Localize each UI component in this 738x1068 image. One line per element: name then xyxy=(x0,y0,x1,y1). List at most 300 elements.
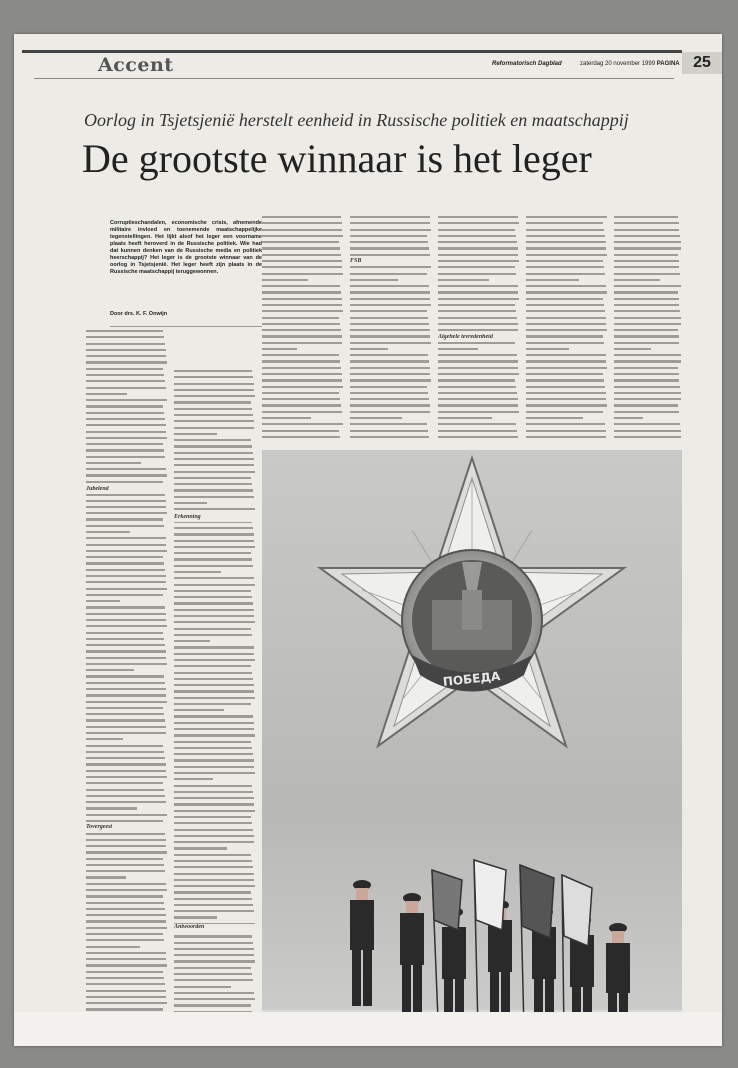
text-line xyxy=(174,433,217,435)
text-line xyxy=(614,279,660,281)
text-line xyxy=(438,260,519,262)
text-line xyxy=(438,254,518,256)
text-line xyxy=(174,483,252,485)
text-line xyxy=(262,411,342,413)
text-line xyxy=(174,615,254,617)
photo-soldiers-victory-star xyxy=(262,450,682,1046)
text-line xyxy=(86,833,165,835)
text-line xyxy=(174,803,254,805)
text-line xyxy=(86,531,130,533)
text-line xyxy=(86,343,165,345)
text-line xyxy=(174,414,253,416)
text-line xyxy=(262,335,342,337)
text-line xyxy=(262,266,342,268)
text-line xyxy=(350,298,430,300)
text-line xyxy=(526,260,603,262)
text-line xyxy=(174,866,253,868)
paper-name: Reformatorisch Dagblad xyxy=(492,61,562,67)
text-line xyxy=(86,644,165,646)
text-line xyxy=(174,816,251,818)
text-line xyxy=(438,411,519,413)
text-line xyxy=(86,770,166,772)
text-line xyxy=(86,757,165,759)
text-line xyxy=(174,684,254,686)
text-line xyxy=(86,387,166,389)
text-line xyxy=(438,360,518,362)
text-line xyxy=(350,417,402,419)
text-line xyxy=(174,829,253,831)
text-line xyxy=(86,638,164,640)
text-line xyxy=(174,659,255,661)
text-line xyxy=(614,411,679,413)
text-line xyxy=(86,839,166,841)
text-line xyxy=(614,329,678,331)
text-line xyxy=(614,291,678,293)
text-line xyxy=(526,329,607,331)
text-line xyxy=(526,423,605,425)
text-line xyxy=(350,273,427,275)
section-rule xyxy=(34,78,674,79)
text-line xyxy=(262,317,339,319)
text-line xyxy=(174,634,252,636)
text-line xyxy=(174,690,254,692)
text-line xyxy=(614,404,678,406)
page-number: 25 xyxy=(682,52,722,74)
text-line xyxy=(262,241,339,243)
text-line xyxy=(438,354,517,356)
text-line xyxy=(86,663,167,665)
text-line xyxy=(86,851,167,853)
text-line xyxy=(174,602,253,604)
text-line xyxy=(526,417,583,419)
text-line xyxy=(262,417,311,419)
text-line xyxy=(86,908,165,910)
text-line xyxy=(174,879,254,881)
text-line xyxy=(350,423,427,425)
article-column-4 xyxy=(350,216,432,446)
text-line xyxy=(174,992,254,994)
text-line xyxy=(174,496,254,498)
text-line xyxy=(86,462,141,464)
text-line xyxy=(86,820,163,822)
text-line xyxy=(86,374,164,376)
text-line xyxy=(350,367,430,369)
text-line xyxy=(174,540,254,542)
text-line xyxy=(174,508,255,510)
text-line xyxy=(174,715,253,717)
text-line xyxy=(438,235,516,237)
text-line xyxy=(86,675,164,677)
text-line xyxy=(86,1008,163,1010)
text-line xyxy=(86,876,126,878)
text-line xyxy=(174,753,253,755)
text-line xyxy=(614,386,680,388)
section-title: Accent xyxy=(98,54,174,76)
text-line xyxy=(86,424,166,426)
text-line xyxy=(262,323,340,325)
text-line xyxy=(86,437,167,439)
text-line xyxy=(86,518,163,520)
text-line xyxy=(174,370,252,372)
text-line xyxy=(262,285,340,287)
text-line xyxy=(86,952,166,954)
subhead-erkenning: Erkenning xyxy=(174,514,256,522)
text-line xyxy=(174,590,251,592)
text-line xyxy=(86,632,163,634)
text-line xyxy=(614,379,679,381)
text-line xyxy=(86,650,166,652)
text-line xyxy=(174,471,255,473)
text-line xyxy=(174,942,253,944)
text-line xyxy=(262,260,342,262)
text-line xyxy=(526,360,606,362)
text-line xyxy=(526,279,579,281)
text-line xyxy=(174,847,227,849)
text-line xyxy=(438,304,515,306)
text-line xyxy=(86,588,167,590)
subhead-jubelend: Jubelend xyxy=(86,486,168,494)
article-column-7 xyxy=(614,216,682,446)
text-line xyxy=(614,241,681,243)
text-line xyxy=(174,998,255,1000)
text-line xyxy=(86,581,166,583)
text-line xyxy=(614,335,679,337)
text-line xyxy=(86,1002,167,1004)
text-line xyxy=(438,285,518,287)
text-line xyxy=(350,360,429,362)
text-line xyxy=(526,273,605,275)
text-line xyxy=(174,728,254,730)
text-line xyxy=(438,404,518,406)
text-line xyxy=(174,954,254,956)
text-line xyxy=(174,420,254,422)
text-line xyxy=(262,430,339,432)
text-line xyxy=(174,502,207,504)
text-line xyxy=(526,266,604,268)
text-line xyxy=(86,707,163,709)
text-line xyxy=(262,436,340,438)
text-line xyxy=(174,747,252,749)
text-line xyxy=(174,904,253,906)
text-line xyxy=(350,241,428,243)
text-line xyxy=(350,222,430,224)
text-line xyxy=(174,383,254,385)
text-line xyxy=(86,405,163,407)
text-line xyxy=(86,870,165,872)
text-line xyxy=(174,427,254,429)
text-line xyxy=(262,235,343,237)
text-line xyxy=(614,398,681,400)
text-line xyxy=(86,569,165,571)
text-line xyxy=(174,766,254,768)
text-line xyxy=(614,247,681,249)
text-line xyxy=(86,613,166,615)
text-line xyxy=(86,977,164,979)
text-line xyxy=(86,920,166,922)
text-line xyxy=(614,323,681,325)
text-line xyxy=(438,386,516,388)
article-column-3 xyxy=(262,216,344,446)
text-line xyxy=(86,412,164,414)
text-line xyxy=(174,822,252,824)
newspaper-page xyxy=(14,34,722,1046)
text-line xyxy=(526,323,606,325)
text-line xyxy=(438,279,489,281)
text-line xyxy=(174,910,254,912)
text-line xyxy=(526,379,604,381)
text-line xyxy=(174,885,255,887)
text-line xyxy=(174,948,254,950)
text-line xyxy=(86,594,163,596)
text-line xyxy=(438,298,519,300)
text-line xyxy=(174,439,251,441)
text-line xyxy=(262,348,297,350)
text-line xyxy=(526,285,606,287)
text-line xyxy=(86,864,164,866)
text-line xyxy=(86,807,137,809)
text-line xyxy=(174,785,252,787)
byline-rule xyxy=(110,326,262,327)
text-line xyxy=(86,883,166,885)
text-line xyxy=(526,216,607,218)
text-line xyxy=(262,329,341,331)
text-line xyxy=(350,354,428,356)
text-line xyxy=(86,562,164,564)
text-line xyxy=(174,703,251,705)
text-line xyxy=(614,310,680,312)
text-line xyxy=(174,653,254,655)
text-line xyxy=(86,380,165,382)
text-line xyxy=(262,354,339,356)
text-line xyxy=(262,379,342,381)
text-line xyxy=(614,216,678,218)
text-line xyxy=(526,291,607,293)
text-line xyxy=(438,222,519,224)
text-line xyxy=(438,430,517,432)
text-line xyxy=(86,368,163,370)
text-line xyxy=(350,398,429,400)
text-line xyxy=(174,854,251,856)
text-line xyxy=(526,398,606,400)
article-column-1 xyxy=(86,330,168,1046)
text-line xyxy=(174,967,251,969)
text-line xyxy=(86,845,166,847)
text-line xyxy=(438,348,478,350)
text-line xyxy=(174,584,255,586)
text-line xyxy=(526,430,606,432)
text-line xyxy=(174,565,253,567)
text-line xyxy=(86,468,166,470)
text-line xyxy=(350,291,430,293)
text-line xyxy=(174,672,252,674)
text-line xyxy=(86,776,167,778)
text-line xyxy=(174,527,253,529)
text-line xyxy=(438,367,518,369)
text-line xyxy=(174,621,255,623)
text-line xyxy=(86,544,166,546)
text-line xyxy=(350,317,428,319)
text-line xyxy=(86,393,127,395)
text-line xyxy=(174,810,255,812)
text-line xyxy=(86,474,167,476)
text-line xyxy=(86,361,167,363)
text-line xyxy=(350,436,429,438)
text-line xyxy=(86,606,165,608)
text-line xyxy=(614,266,679,268)
text-line xyxy=(262,216,341,218)
text-line xyxy=(526,342,604,344)
text-line xyxy=(86,964,167,966)
text-line xyxy=(350,247,429,249)
text-line xyxy=(86,694,166,696)
text-line xyxy=(438,241,517,243)
text-line xyxy=(174,791,253,793)
text-line xyxy=(86,902,164,904)
text-line xyxy=(86,939,164,941)
text-line xyxy=(438,247,518,249)
text-line xyxy=(174,464,254,466)
text-line xyxy=(526,254,607,256)
text-line xyxy=(526,367,607,369)
text-line xyxy=(86,349,166,351)
text-line xyxy=(614,348,651,350)
text-line xyxy=(174,960,255,962)
page-label: PAGINA xyxy=(656,61,680,67)
text-line xyxy=(614,260,679,262)
text-line xyxy=(174,722,254,724)
text-line xyxy=(526,335,603,337)
text-line xyxy=(174,646,254,648)
text-line xyxy=(350,430,428,432)
text-line xyxy=(174,546,255,548)
text-line xyxy=(262,279,308,281)
text-line xyxy=(614,367,678,369)
text-line xyxy=(614,235,680,237)
text-line xyxy=(526,354,606,356)
text-line xyxy=(438,273,516,275)
text-line xyxy=(262,304,342,306)
text-line xyxy=(174,873,254,875)
text-line xyxy=(174,979,253,981)
text-line xyxy=(86,506,166,508)
text-line xyxy=(614,360,681,362)
text-line xyxy=(350,373,430,375)
text-line xyxy=(86,682,165,684)
text-line xyxy=(614,304,679,306)
text-line xyxy=(86,996,166,998)
text-line xyxy=(614,298,679,300)
text-line xyxy=(526,436,606,438)
text-line xyxy=(438,392,517,394)
text-line xyxy=(526,304,604,306)
text-line xyxy=(174,986,231,988)
text-line xyxy=(614,342,679,344)
date-line xyxy=(580,61,680,67)
text-line xyxy=(174,571,221,573)
text-line xyxy=(86,336,164,338)
article-column-6 xyxy=(526,216,608,446)
text-line xyxy=(262,404,341,406)
text-line xyxy=(174,452,253,454)
text-line xyxy=(86,782,163,784)
text-line xyxy=(174,408,252,410)
text-line xyxy=(174,401,251,403)
text-line xyxy=(174,577,254,579)
text-line xyxy=(86,537,166,539)
text-line xyxy=(174,734,255,736)
text-line xyxy=(438,398,518,400)
article-column-5 xyxy=(438,216,520,446)
text-line xyxy=(350,348,388,350)
intro-paragraph: Corruptieschandalen, economische crisis, afnemende militaire invloed en toenemende maatschappelijke tegenstellingen. Het lijkt alsof het leger een voorname plaats heeft heroverd in de Russische politiek. Wie had dat kunnen denken van de Russische media en politiek heerschappij? Het leger is de grootste winnaar van de oorlog in Tsjetsjenië. Het leger heeft zijn plaats in de Russische maatschappij teruggewonnen. xyxy=(110,220,262,275)
page-margin-bottom xyxy=(14,1012,722,1046)
byline: Door drs. K. F. Onwijn xyxy=(110,311,168,317)
text-line xyxy=(526,222,603,224)
text-line xyxy=(350,285,429,287)
text-line xyxy=(174,797,254,799)
text-line xyxy=(174,489,253,491)
text-line xyxy=(174,835,254,837)
text-line xyxy=(86,550,167,552)
text-line xyxy=(86,688,166,690)
text-line xyxy=(86,500,166,502)
text-line xyxy=(614,285,681,287)
text-line xyxy=(174,772,255,774)
text-line xyxy=(438,379,515,381)
text-line xyxy=(262,386,343,388)
text-line xyxy=(174,935,252,937)
subhead-antwoorden: Antwoorden xyxy=(174,924,256,932)
text-line xyxy=(438,229,515,231)
text-line xyxy=(174,741,251,743)
text-line xyxy=(350,323,429,325)
text-line xyxy=(174,860,252,862)
subhead-tovergeest: Tovergeest xyxy=(86,824,168,832)
text-line xyxy=(174,458,254,460)
photo-banner-text: ПОБЕДА xyxy=(442,669,501,689)
text-line xyxy=(350,411,430,413)
text-line xyxy=(86,355,166,357)
text-line xyxy=(174,916,217,918)
text-line xyxy=(86,914,166,916)
text-line xyxy=(438,423,516,425)
text-line xyxy=(174,778,213,780)
text-line xyxy=(262,291,341,293)
text-line xyxy=(86,512,167,514)
text-line xyxy=(614,373,679,375)
text-line xyxy=(262,273,343,275)
text-line xyxy=(350,229,431,231)
text-line xyxy=(174,898,252,900)
text-line xyxy=(86,726,166,728)
text-line xyxy=(174,665,251,667)
text-line xyxy=(86,481,163,483)
text-line xyxy=(174,445,252,447)
headline: De grootste winnaar is het leger xyxy=(82,136,592,181)
text-line xyxy=(174,609,254,611)
text-line xyxy=(86,795,165,797)
subhead-fsb: FSB xyxy=(350,258,432,266)
text-line xyxy=(438,436,518,438)
text-line xyxy=(438,216,518,218)
text-line xyxy=(438,323,518,325)
text-line xyxy=(438,310,516,312)
date-text: zaterdag 20 november 1999 xyxy=(580,61,656,67)
text-line xyxy=(86,946,140,948)
text-line xyxy=(526,298,603,300)
text-line xyxy=(174,1004,251,1006)
text-line xyxy=(262,229,342,231)
